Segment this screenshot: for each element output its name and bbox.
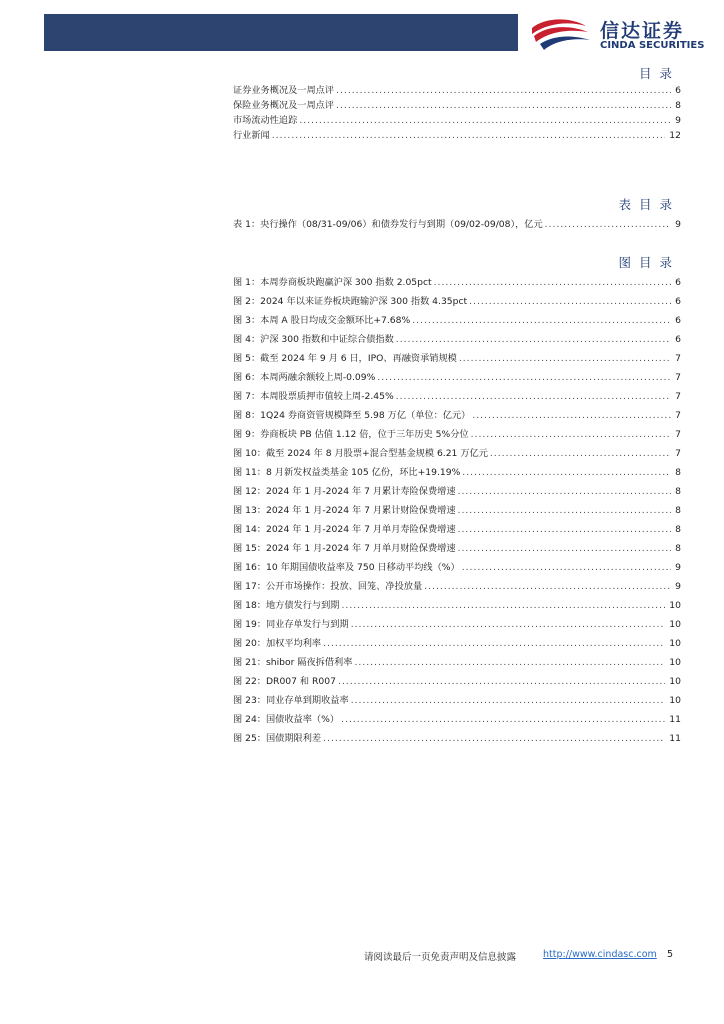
toc-entry[interactable] [233, 330, 681, 349]
toc-leader-dots [341, 710, 665, 729]
toc-entry-page: 8 [675, 486, 681, 497]
toc-entry-page: 6 [675, 296, 681, 307]
toc-entry-title: 图 15：2024 年 1 月-2024 年 7 月单月财险保费增速 [233, 543, 456, 554]
toc-entry-page: 7 [675, 410, 681, 421]
toc-entry-title: 图 21：shibor 隔夜拆借利率 [233, 657, 353, 668]
toc-entry-title: 保险业务概况及一周点评 [233, 100, 335, 111]
toc-title: 目录 [638, 66, 680, 81]
toc-leader-dots [377, 368, 671, 387]
toc-entry-page: 6 [675, 334, 681, 345]
toc-entry-title: 图 13：2024 年 1 月-2024 年 7 月累计财险保费增速 [233, 505, 456, 516]
toc-entry[interactable] [233, 520, 681, 539]
toc-entry-title: 图 2：2024 年以来证券板块跑输沪深 300 指数 4.35pct [233, 296, 468, 307]
toc-entry-title: 图 20：加权平均利率 [233, 638, 322, 649]
toc-entry[interactable] [233, 615, 681, 634]
toc-entry[interactable] [233, 349, 681, 368]
brand-name-en: CINDA SECURITIES [600, 40, 705, 51]
toc-entry-page: 10 [669, 600, 681, 611]
toc-entry[interactable] [233, 653, 681, 672]
toc-entry-page: 7 [675, 429, 681, 440]
toc-entry-title: 证券业务概况及一周点评 [233, 85, 335, 96]
toc-leader-dots [458, 482, 672, 501]
toc-entry-title: 图 22：DR007 和 R007 [233, 676, 336, 687]
toc-entry-title: 图 19：同业存单发行与到期 [233, 619, 349, 630]
toc-entry[interactable] [233, 273, 681, 292]
toc-leader-dots [424, 577, 671, 596]
toc-leader-dots [462, 558, 671, 577]
toc-entry-page: 7 [675, 448, 681, 459]
toc-leader-dots [336, 83, 671, 98]
toc-entry[interactable] [233, 729, 681, 748]
toc-entry[interactable] [233, 634, 681, 653]
toc-entry-page: 7 [675, 372, 681, 383]
toc-entry[interactable] [233, 98, 681, 113]
toc-entry[interactable] [233, 311, 681, 330]
toc-entry-page: 8 [675, 543, 681, 554]
toc-entry[interactable] [233, 539, 681, 558]
toc-entry-page: 7 [675, 353, 681, 364]
company-logo [528, 14, 708, 54]
toc-entry-title: 行业新闻 [233, 130, 270, 141]
toc-entry[interactable] [233, 406, 681, 425]
footer-website-link[interactable]: http://www.cindasc.com [543, 949, 657, 960]
figure-toc-title: 图目录 [618, 255, 680, 270]
toc-entry-page: 8 [675, 505, 681, 516]
toc-entry-page: 10 [669, 657, 681, 668]
toc-entry[interactable] [233, 672, 681, 691]
toc-leader-dots [458, 501, 672, 520]
toc-entry-title: 图 12：2024 年 1 月-2024 年 7 月累计寿险保费增速 [233, 486, 456, 497]
toc-entry-page: 7 [675, 391, 681, 402]
toc-leader-dots [471, 425, 672, 444]
toc-entry-page: 9 [675, 581, 681, 592]
toc-entry[interactable] [233, 113, 681, 128]
toc-entry[interactable] [233, 691, 681, 710]
toc-leader-dots [272, 128, 666, 143]
toc-entry-title: 图 17：公开市场操作：投放、回笼、净投放量 [233, 581, 423, 592]
toc-entry-page: 9 [675, 115, 681, 126]
toc-leader-dots [458, 539, 672, 558]
toc-entry[interactable] [233, 596, 681, 615]
toc-entry-title: 图 3：本周 A 股日均成交金额环比+7.68% [233, 315, 411, 326]
toc-entry[interactable] [233, 710, 681, 729]
toc-entry-title: 图 18：地方债发行与到期 [233, 600, 340, 611]
footer-disclaimer: 请阅读最后一页免责声明及信息披露 [364, 952, 517, 963]
toc-entry-page: 12 [669, 130, 681, 141]
toc-entry-page: 9 [675, 562, 681, 573]
toc-entry-title: 图 4：沪深 300 指数和中证综合债指数 [233, 334, 394, 345]
toc-leader-dots [336, 98, 671, 113]
toc-entry[interactable] [233, 444, 681, 463]
page-number: 5 [667, 949, 674, 960]
toc-entry[interactable] [233, 577, 681, 596]
toc-entry-title: 图 16：10 年期国债收益率及 750 日移动平均线（%） [233, 562, 460, 573]
toc-entry-title: 图 25：国债期限利差 [233, 733, 322, 744]
toc-leader-dots [459, 349, 671, 368]
toc-entry-page: 6 [675, 277, 681, 288]
figure-toc-list [233, 273, 681, 748]
toc-leader-dots [299, 113, 671, 128]
toc-entry-page: 8 [675, 467, 681, 478]
toc-entry-title: 图 8：1Q24 券商资管规模降至 5.98 万亿（单位：亿元） [233, 410, 471, 421]
toc-leader-dots [472, 406, 671, 425]
toc-leader-dots [412, 311, 671, 330]
toc-entry[interactable] [233, 215, 681, 234]
toc-entry[interactable] [233, 128, 681, 143]
toc-leader-dots [338, 672, 665, 691]
toc-entry-title: 图 10：截至 2024 年 8 月股票+混合型基金规模 6.21 万亿元 [233, 448, 488, 459]
toc-leader-dots [396, 330, 671, 349]
toc-entry-page: 10 [669, 676, 681, 687]
toc-entry[interactable] [233, 368, 681, 387]
toc-entry-title: 图 23：同业存单到期收益率 [233, 695, 349, 706]
toc-entry-title: 表 1：央行操作（08/31-09/06）和债券发行与到期（09/02-09/08），亿元 [233, 219, 543, 230]
toc-entry-title: 图 24：国债收益率（%） [233, 714, 340, 725]
toc-entry-page: 9 [675, 219, 681, 230]
toc-entry-page: 6 [675, 85, 681, 96]
toc-leader-dots [351, 615, 666, 634]
toc-entry-title: 图 11：8 月新发权益类基金 105 亿份，环比+19.19% [233, 467, 461, 478]
toc-entry[interactable] [233, 387, 681, 406]
toc-leader-dots [342, 596, 666, 615]
table-toc-title: 表目录 [618, 197, 680, 212]
toc-leader-dots [351, 691, 666, 710]
toc-entry[interactable] [233, 463, 681, 482]
toc-leader-dots [462, 463, 671, 482]
toc-entry[interactable] [233, 501, 681, 520]
toc-entry-page: 11 [669, 714, 681, 725]
toc-entry[interactable] [233, 558, 681, 577]
toc-entry-title: 图 5：截至 2024 年 9 月 6 日，IPO、再融资承销规模 [233, 353, 457, 364]
toc-entry-title: 图 1：本周券商板块跑赢沪深 300 指数 2.05pct [233, 277, 432, 288]
toc-leader-dots [545, 215, 672, 234]
toc-leader-dots [323, 634, 665, 653]
toc-leader-dots [490, 444, 671, 463]
table-toc-list [233, 215, 681, 234]
toc-entry-page: 10 [669, 695, 681, 706]
toc-entry-title: 图 6：本周两融余额较上周-0.09% [233, 372, 376, 383]
toc-entry-title: 图 14：2024 年 1 月-2024 年 7 月单月寿险保费增速 [233, 524, 456, 535]
brand-name-cn: 信达证券 [600, 20, 685, 42]
toc-entry-title: 市场流动性追踪 [233, 115, 298, 126]
logo-mark-icon [528, 14, 592, 54]
toc-entry-page: 10 [669, 619, 681, 630]
toc-list [233, 83, 681, 143]
toc-entry-page: 8 [675, 100, 681, 111]
toc-leader-dots [458, 520, 672, 539]
toc-entry-title: 图 7：本周股票质押市值较上周-2.45% [233, 391, 394, 402]
toc-entry-page: 11 [669, 733, 681, 744]
toc-entry-title: 图 9：券商板块 PB 估值 1.12 倍，位于三年历史 5%分位 [233, 429, 469, 440]
toc-entry-page: 8 [675, 524, 681, 535]
toc-leader-dots [469, 292, 671, 311]
toc-leader-dots [354, 653, 665, 672]
toc-entry-page: 10 [669, 638, 681, 649]
header-band [44, 14, 518, 51]
toc-entry[interactable] [233, 482, 681, 501]
toc-entry[interactable] [233, 292, 681, 311]
toc-entry-page: 6 [675, 315, 681, 326]
toc-leader-dots [434, 273, 672, 292]
toc-leader-dots [323, 729, 665, 748]
toc-entry[interactable] [233, 425, 681, 444]
toc-leader-dots [396, 387, 671, 406]
toc-entry[interactable] [233, 83, 681, 98]
